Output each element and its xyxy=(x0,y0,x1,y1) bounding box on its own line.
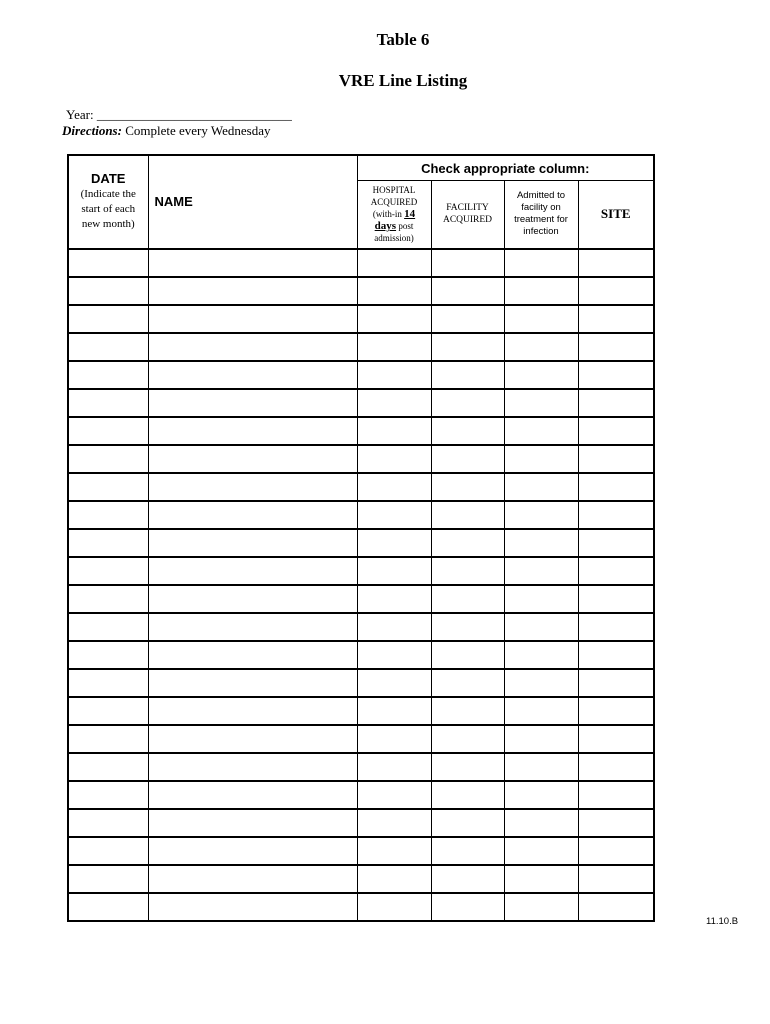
admitted-on-treatment-cell[interactable] xyxy=(504,249,578,277)
site-cell[interactable] xyxy=(578,725,654,753)
table-row xyxy=(68,249,654,277)
name-cell[interactable] xyxy=(148,809,357,837)
table-row xyxy=(68,529,654,557)
site-cell[interactable] xyxy=(578,277,654,305)
facility-acquired-cell[interactable] xyxy=(431,473,504,501)
table-row xyxy=(68,445,654,473)
name-cell[interactable] xyxy=(148,585,357,613)
hospital-acquired-cell[interactable] xyxy=(357,361,431,389)
facility-acquired-cell[interactable] xyxy=(431,445,504,473)
hospital-acquired-cell[interactable] xyxy=(357,305,431,333)
site-cell[interactable] xyxy=(578,613,654,641)
site-cell[interactable] xyxy=(578,389,654,417)
table-row xyxy=(68,837,654,865)
facility-acquired-cell[interactable] xyxy=(431,529,504,557)
facility-acquired-cell[interactable] xyxy=(431,277,504,305)
table-row xyxy=(68,669,654,697)
header-row-top xyxy=(68,155,654,181)
facility-acquired-cell[interactable] xyxy=(431,417,504,445)
name-cell[interactable] xyxy=(148,361,357,389)
date-cell[interactable] xyxy=(68,753,148,781)
name-cell[interactable] xyxy=(148,753,357,781)
admitted-on-treatment-cell[interactable] xyxy=(504,753,578,781)
admitted-on-treatment-cell[interactable] xyxy=(504,333,578,361)
facility-acquired-cell[interactable] xyxy=(431,585,504,613)
facility-acquired-cell[interactable] xyxy=(431,865,504,893)
facility-acquired-cell[interactable] xyxy=(431,305,504,333)
table-row xyxy=(68,865,654,893)
name-cell[interactable] xyxy=(148,697,357,725)
table-row xyxy=(68,809,654,837)
hospital-emph-14: 14 xyxy=(404,208,416,221)
facility-acquired-header xyxy=(431,181,504,249)
facility-acquired-cell[interactable] xyxy=(431,893,504,921)
name-cell[interactable] xyxy=(148,473,357,501)
date-cell[interactable] xyxy=(68,249,148,277)
site-cell[interactable] xyxy=(578,585,654,613)
site-cell[interactable] xyxy=(578,249,654,277)
facility-acquired-cell[interactable] xyxy=(431,333,504,361)
year-label: Year: xyxy=(66,107,94,122)
admitted-line-3: treatment for xyxy=(514,214,568,226)
site-cell[interactable] xyxy=(578,529,654,557)
site-cell[interactable] xyxy=(578,893,654,921)
name-cell[interactable] xyxy=(148,501,357,529)
hospital-acquired-cell[interactable] xyxy=(357,445,431,473)
admitted-on-treatment-cell[interactable] xyxy=(504,417,578,445)
hospital-line-4: post xyxy=(398,221,414,232)
site-cell[interactable] xyxy=(578,669,654,697)
admitted-on-treatment-cell[interactable] xyxy=(504,361,578,389)
year-field xyxy=(66,107,292,123)
facility-acquired-cell[interactable] xyxy=(431,725,504,753)
name-cell[interactable] xyxy=(148,613,357,641)
admitted-on-treatment-cell[interactable] xyxy=(504,781,578,809)
facility-acquired-cell[interactable] xyxy=(431,361,504,389)
hospital-line-1: HOSPITAL xyxy=(372,185,416,196)
date-cell[interactable] xyxy=(68,837,148,865)
hospital-acquired-cell[interactable] xyxy=(357,669,431,697)
facility-acquired-cell[interactable] xyxy=(431,781,504,809)
name-cell[interactable] xyxy=(148,529,357,557)
admitted-on-treatment-cell[interactable] xyxy=(504,809,578,837)
site-cell[interactable] xyxy=(578,753,654,781)
hospital-acquired-cell[interactable] xyxy=(357,893,431,921)
table-row xyxy=(68,557,654,585)
admitted-on-treatment-cell[interactable] xyxy=(504,445,578,473)
hospital-acquired-cell[interactable] xyxy=(357,865,431,893)
table-row xyxy=(68,893,654,921)
date-cell[interactable] xyxy=(68,501,148,529)
admitted-line-2: facility on xyxy=(521,202,561,214)
facility-acquired-cell[interactable] xyxy=(431,837,504,865)
date-cell[interactable] xyxy=(68,585,148,613)
admitted-on-treatment-cell[interactable] xyxy=(504,585,578,613)
site-cell[interactable] xyxy=(578,501,654,529)
facility-acquired-cell[interactable] xyxy=(431,249,504,277)
site-cell[interactable] xyxy=(578,837,654,865)
name-cell[interactable] xyxy=(148,249,357,277)
admitted-line-1: Admitted to xyxy=(516,190,566,202)
hospital-acquired-cell[interactable] xyxy=(357,753,431,781)
directions-text: Complete every Wednesday xyxy=(125,123,271,138)
hospital-acquired-cell[interactable] xyxy=(357,781,431,809)
name-cell[interactable] xyxy=(148,417,357,445)
table-row xyxy=(68,501,654,529)
site-cell[interactable] xyxy=(578,557,654,585)
date-cell[interactable] xyxy=(68,613,148,641)
date-cell[interactable] xyxy=(68,529,148,557)
date-column-header xyxy=(68,155,148,249)
table-row xyxy=(68,725,654,753)
site-cell[interactable] xyxy=(578,417,654,445)
hospital-acquired-cell[interactable] xyxy=(357,725,431,753)
page-subtitle: VRE Line Listing xyxy=(338,71,468,90)
vre-line-listing-table xyxy=(67,154,655,922)
facility-acquired-cell[interactable] xyxy=(431,557,504,585)
admitted-on-treatment-cell[interactable] xyxy=(504,305,578,333)
hospital-acquired-cell[interactable] xyxy=(357,697,431,725)
date-cell[interactable] xyxy=(68,333,148,361)
table-row xyxy=(68,389,654,417)
page-title: Table 6 xyxy=(376,30,430,49)
date-cell[interactable] xyxy=(68,893,148,921)
table-row xyxy=(68,613,654,641)
date-cell[interactable] xyxy=(68,445,148,473)
date-cell[interactable] xyxy=(68,557,148,585)
hospital-line-5: admission) xyxy=(374,233,414,244)
hospital-acquired-cell[interactable] xyxy=(357,529,431,557)
date-header-label: DATE xyxy=(91,171,126,187)
table-row xyxy=(68,641,654,669)
site-cell[interactable] xyxy=(578,697,654,725)
admitted-on-treatment-cell[interactable] xyxy=(504,641,578,669)
hospital-acquired-cell[interactable] xyxy=(357,417,431,445)
site-cell[interactable] xyxy=(578,333,654,361)
admitted-on-treatment-cell[interactable] xyxy=(504,529,578,557)
table-row xyxy=(68,361,654,389)
name-cell[interactable] xyxy=(148,725,357,753)
table-row xyxy=(68,417,654,445)
site-cell[interactable] xyxy=(578,305,654,333)
site-cell[interactable] xyxy=(578,781,654,809)
date-cell[interactable] xyxy=(68,641,148,669)
table-row xyxy=(68,753,654,781)
name-cell[interactable] xyxy=(148,277,357,305)
name-cell[interactable] xyxy=(148,389,357,417)
facility-acquired-cell[interactable] xyxy=(431,697,504,725)
name-cell[interactable] xyxy=(148,333,357,361)
hospital-acquired-cell[interactable] xyxy=(357,837,431,865)
admitted-on-treatment-cell[interactable] xyxy=(504,473,578,501)
table-row xyxy=(68,781,654,809)
admitted-on-treatment-cell[interactable] xyxy=(504,725,578,753)
name-cell[interactable] xyxy=(148,669,357,697)
site-cell[interactable] xyxy=(578,865,654,893)
site-cell[interactable] xyxy=(578,473,654,501)
site-cell[interactable] xyxy=(578,361,654,389)
hospital-acquired-cell[interactable] xyxy=(357,473,431,501)
directions xyxy=(62,123,270,139)
name-cell[interactable] xyxy=(148,305,357,333)
facility-acquired-cell[interactable] xyxy=(431,753,504,781)
hospital-acquired-cell[interactable] xyxy=(357,333,431,361)
facility-acquired-cell[interactable] xyxy=(431,809,504,837)
admitted-on-treatment-cell[interactable] xyxy=(504,837,578,865)
check-column-group-header: Check appropriate column: xyxy=(357,155,654,181)
hospital-acquired-cell[interactable] xyxy=(357,585,431,613)
date-cell[interactable] xyxy=(68,305,148,333)
date-cell[interactable] xyxy=(68,669,148,697)
hospital-emph-days: days xyxy=(374,220,397,233)
date-cell[interactable] xyxy=(68,277,148,305)
name-cell[interactable] xyxy=(148,641,357,669)
admitted-on-treatment-cell[interactable] xyxy=(504,697,578,725)
hospital-acquired-cell[interactable] xyxy=(357,809,431,837)
table-row xyxy=(68,585,654,613)
facility-acquired-cell[interactable] xyxy=(431,389,504,417)
table-row xyxy=(68,305,654,333)
hospital-acquired-header xyxy=(357,181,431,249)
name-cell[interactable] xyxy=(148,781,357,809)
year-blank-line[interactable]: ______________________________ xyxy=(96,107,292,122)
name-cell[interactable] xyxy=(148,893,357,921)
directions-label: Directions: xyxy=(62,123,122,138)
admitted-on-treatment-cell[interactable] xyxy=(504,557,578,585)
date-cell[interactable] xyxy=(68,781,148,809)
admitted-line-4: infection xyxy=(523,226,559,238)
name-cell[interactable] xyxy=(148,557,357,585)
facility-line-1: FACILITY xyxy=(446,203,489,214)
date-header-note-1: (Indicate the xyxy=(80,188,136,201)
admitted-on-treatment-cell[interactable] xyxy=(504,277,578,305)
admitted-on-treatment-cell[interactable] xyxy=(504,389,578,417)
site-cell[interactable] xyxy=(578,445,654,473)
hospital-acquired-cell[interactable] xyxy=(357,557,431,585)
facility-acquired-cell[interactable] xyxy=(431,613,504,641)
name-cell[interactable] xyxy=(148,445,357,473)
hospital-line-2: ACQUIRED xyxy=(370,197,418,208)
date-cell[interactable] xyxy=(68,809,148,837)
hospital-acquired-cell[interactable] xyxy=(357,613,431,641)
name-cell[interactable] xyxy=(148,865,357,893)
facility-acquired-cell[interactable] xyxy=(431,669,504,697)
date-cell[interactable] xyxy=(68,473,148,501)
hospital-line-3: (with-in xyxy=(372,209,402,220)
date-cell[interactable] xyxy=(68,417,148,445)
table-row xyxy=(68,697,654,725)
admitted-on-treatment-cell[interactable] xyxy=(504,865,578,893)
date-header-note-3: new month) xyxy=(81,218,135,231)
form-code: 11.10.B xyxy=(706,916,739,927)
hospital-acquired-cell[interactable] xyxy=(357,277,431,305)
table-row xyxy=(68,473,654,501)
table-row xyxy=(68,333,654,361)
admitted-on-treatment-cell[interactable] xyxy=(504,669,578,697)
hospital-acquired-cell[interactable] xyxy=(357,501,431,529)
facility-line-2: ACQUIRED xyxy=(442,215,493,226)
site-cell[interactable] xyxy=(578,809,654,837)
date-header-note-2: start of each xyxy=(81,203,136,216)
site-column-header: SITE xyxy=(578,181,654,249)
admitted-on-treatment-cell[interactable] xyxy=(504,501,578,529)
site-cell[interactable] xyxy=(578,641,654,669)
admitted-on-treatment-header xyxy=(504,181,578,249)
hospital-acquired-cell[interactable] xyxy=(357,249,431,277)
name-cell[interactable] xyxy=(148,837,357,865)
name-column-header: NAME xyxy=(148,155,357,249)
hospital-acquired-cell[interactable] xyxy=(357,389,431,417)
table-row xyxy=(68,277,654,305)
facility-acquired-cell[interactable] xyxy=(431,641,504,669)
admitted-on-treatment-cell[interactable] xyxy=(504,613,578,641)
date-cell[interactable] xyxy=(68,697,148,725)
facility-acquired-cell[interactable] xyxy=(431,501,504,529)
date-cell[interactable] xyxy=(68,361,148,389)
date-cell[interactable] xyxy=(68,389,148,417)
hospital-acquired-cell[interactable] xyxy=(357,641,431,669)
date-cell[interactable] xyxy=(68,865,148,893)
date-cell[interactable] xyxy=(68,725,148,753)
admitted-on-treatment-cell[interactable] xyxy=(504,893,578,921)
